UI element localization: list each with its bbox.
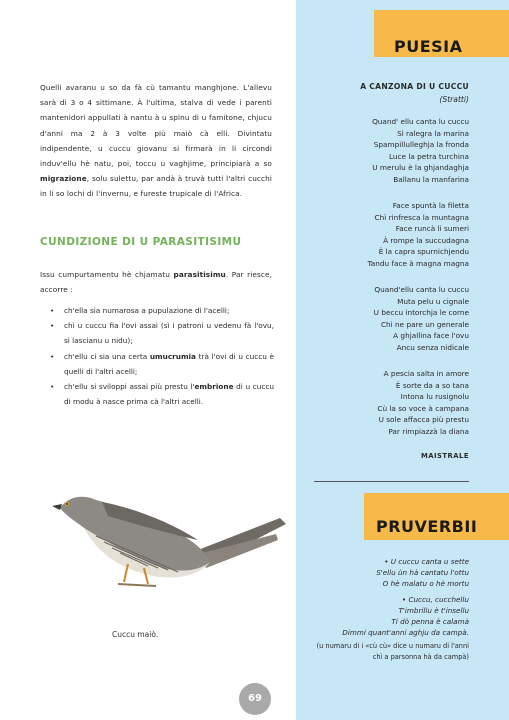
poem-stanza-4: A pescia salta in amore È sorte da a so tana Intona lu rusignolu Cù la so voce à campana U sole affacca più prestu Par rimpiazzà la diana [377, 369, 469, 436]
pruverbii-tab [364, 493, 509, 540]
parasitism-intro: Issu cumpurtamentu hè chjamatu parasitisimu. Par riesce, accorre : [40, 270, 272, 295]
proverb-1: • U cuccu canta u sette S'ellu ùn hà cantatu l'ottu O hè malatu o hè mortu [376, 557, 469, 588]
poem-title: A CANZONA DI U CUCCU [360, 82, 469, 91]
intro-paragraph-block [40, 80, 272, 202]
pruverbii-heading: PRUVERBII [376, 517, 478, 536]
list-item: • chì u cuccu fia l'ovi assai (sì i patroni u vedenu fà l'ovu, si lascianu u nidu); [50, 321, 274, 346]
proverb-note: (u numaru di i «cù cù» dice u numaru di l'anni chì a parsonna hà da campà) [316, 642, 469, 661]
conditions-list [50, 303, 274, 409]
poem-stanza-1: Quand' ellu canta lu cuccu Sì ralegra la marina Spampillulleghja la fronda Luce la petra turchina U merulu è la ghjandaghja Ballanu la manfarina [372, 117, 469, 184]
intro-paragraph: Quelli avaranu u so da fà cù tamantu manghjone. L'allevu sarà di 3 o 4 sittimane. À l'ultima, stalva di vede i parenti mantenidori appullati à nantu à u spinu di u famitone, chjucu d'anni ma 2 à 3 volte più maiò cà elli. Divintatu indipendente, u cuccu giovanu si firmarà in li circondi induv'ellu hè natu, poi, toccu u vaghjime, principiarà a so migrazione, solu sulettu, par andà à truvà tutti l'altri cucchi in li so lochi di l'invernu, e fureste trupicale di l'Africa. [40, 83, 272, 199]
list-item: • ch'ella sia numarosa a pupulazione di l'acelli; [50, 306, 230, 315]
puesia-tab [374, 10, 509, 57]
divider [314, 481, 469, 482]
image-caption: Cuccu maiò. [112, 630, 159, 639]
poem-stanza-2: Face spuntà la filetta Chì rinfresca la muntagna Face runcà li sumeri À rompe la succudagna È la capra spurnichjendu Tandu face à magna magna [367, 201, 469, 268]
cuckoo-illustration [48, 480, 288, 598]
poem-author: MAISTRALE [420, 452, 469, 460]
page-number: 69 [239, 683, 271, 715]
section-title: CUNDIZIONE DI U PARASITISIMU [40, 236, 242, 248]
list-item: • ch'ellu ci sia una certa umucrumia trà l'ovi di u cuccu è quelli di l'altri acelli; [50, 351, 274, 376]
poem-stanza-3: Quand'ellu canta lu cuccu Muta pelu u cignale U beccu intorchja le corne Chì ne pare un generale A ghjallina face l'ovu Ancu senza nidicale [373, 285, 469, 352]
proverb-2: • Cuccu, cucchellu T'imbrillu è t'insellu Ti dò penna è calamà Dimmi quant'anni aghju da campà. [342, 595, 469, 637]
puesia-heading: PUESIA [394, 37, 463, 56]
poem-subtitle: (Stratti) [439, 95, 469, 104]
list-item: • ch'ellu si sviloppi assai più prestu l'embrione di u cuccu di modu à nasce prima cà l'altri acelli. [50, 382, 274, 407]
